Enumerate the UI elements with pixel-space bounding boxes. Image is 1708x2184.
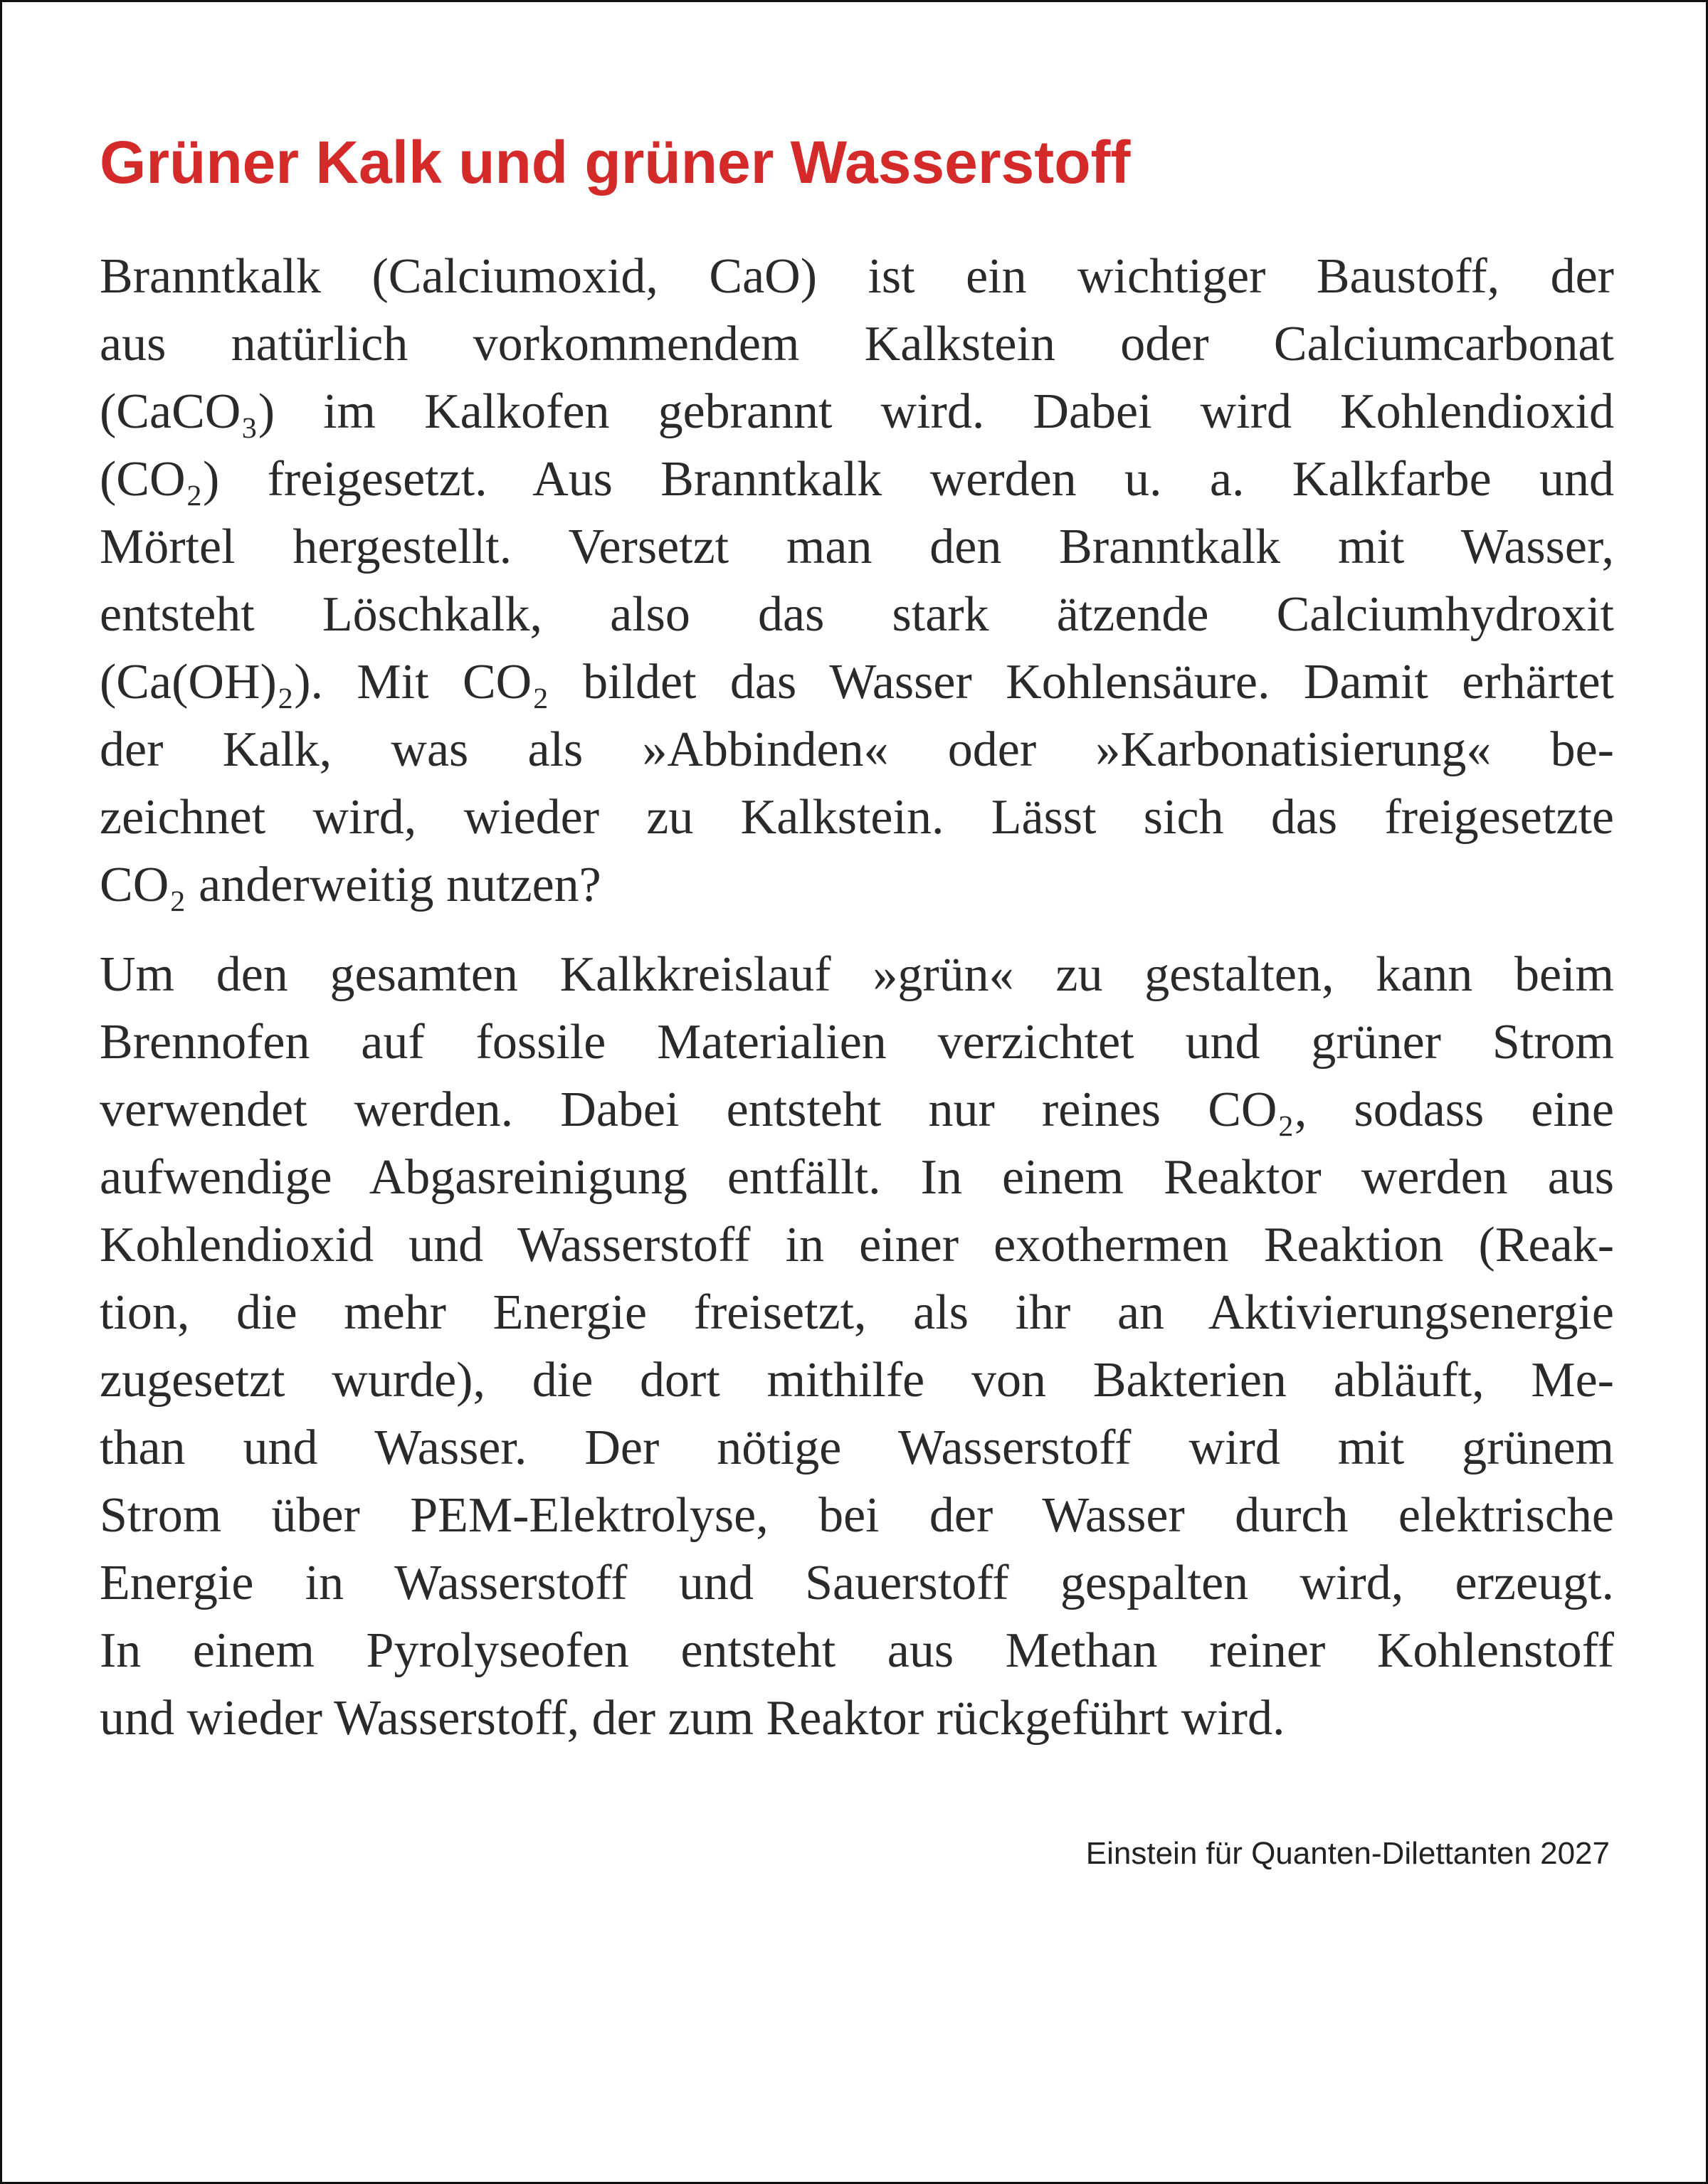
text-line: tion, die mehr Energie freisetzt, als ihr an Aktivierungsenergie (100, 1285, 1614, 1340)
text-line: CO₂ anderweitig nutzen? (100, 858, 601, 912)
text-line: verwendet werden. Dabei entsteht nur reines CO₂, sodass eine (100, 1082, 1614, 1137)
text-line: Energie in Wasserstoff und Sauerstoff gespalten wird, erzeugt. (100, 1556, 1614, 1610)
text-line: und wieder Wasserstoff, der zum Reaktor rückgeführt wird. (100, 1691, 1285, 1746)
text-line: than und Wasser. Der nötige Wasserstoff wird mit grünem (100, 1420, 1614, 1475)
text-line: Um den gesamten Kalkkreislauf »grün« zu gestalten, kann beim (100, 947, 1614, 1002)
text-line: (CO₂) freigesetzt. Aus Branntkalk werden u. a. Kalkfarbe und (100, 452, 1614, 507)
text-line: entsteht Löschkalk, also das stark ätzende Calciumhydroxit (100, 587, 1614, 642)
article-body (100, 243, 1614, 1752)
text-line: Kohlendioxid und Wasserstoff in einer exothermen Reaktion (Reak- (100, 1218, 1614, 1272)
text-line: der Kalk, was als »Abbinden« oder »Karbonatisierung« be- (100, 722, 1614, 777)
text-line: Strom über PEM-Elektrolyse, bei der Wasser durch elektrische (100, 1488, 1614, 1543)
text-line: In einem Pyrolyseofen entsteht aus Methan reiner Kohlenstoff (100, 1623, 1614, 1678)
paragraph-1 (100, 243, 1614, 919)
text-line: Mörtel hergestellt. Versetzt man den Branntkalk mit Wasser, (100, 519, 1614, 574)
text-line: aus natürlich vorkommendem Kalkstein oder Calciumcarbonat (100, 317, 1614, 371)
text-line: aufwendige Abgasreinigung entfällt. In einem Reaktor werden aus (100, 1150, 1614, 1205)
footer-source: Einstein für Quanten-Dilettanten 2027 (1085, 1836, 1610, 1871)
page-title: Grüner Kalk und grüner Wasserstoff (100, 129, 1131, 196)
text-line: Branntkalk (Calciumoxid, CaO) ist ein wichtiger Baustoff, der (100, 249, 1614, 304)
text-line: (CaCO₃) im Kalkofen gebrannt wird. Dabei wird Kohlendioxid (100, 384, 1614, 439)
paragraph-2 (100, 941, 1614, 1752)
text-line: (Ca(OH)₂). Mit CO₂ bildet das Wasser Kohlensäure. Damit erhärtet (100, 655, 1614, 709)
text-line: zugesetzt wurde), die dort mithilfe von Bakterien abläuft, Me- (100, 1353, 1614, 1408)
text-line: Brennofen auf fossile Materialien verzichtet und grüner Strom (100, 1015, 1614, 1070)
text-line: zeichnet wird, wieder zu Kalkstein. Lässt sich das freigesetzte (100, 790, 1614, 845)
